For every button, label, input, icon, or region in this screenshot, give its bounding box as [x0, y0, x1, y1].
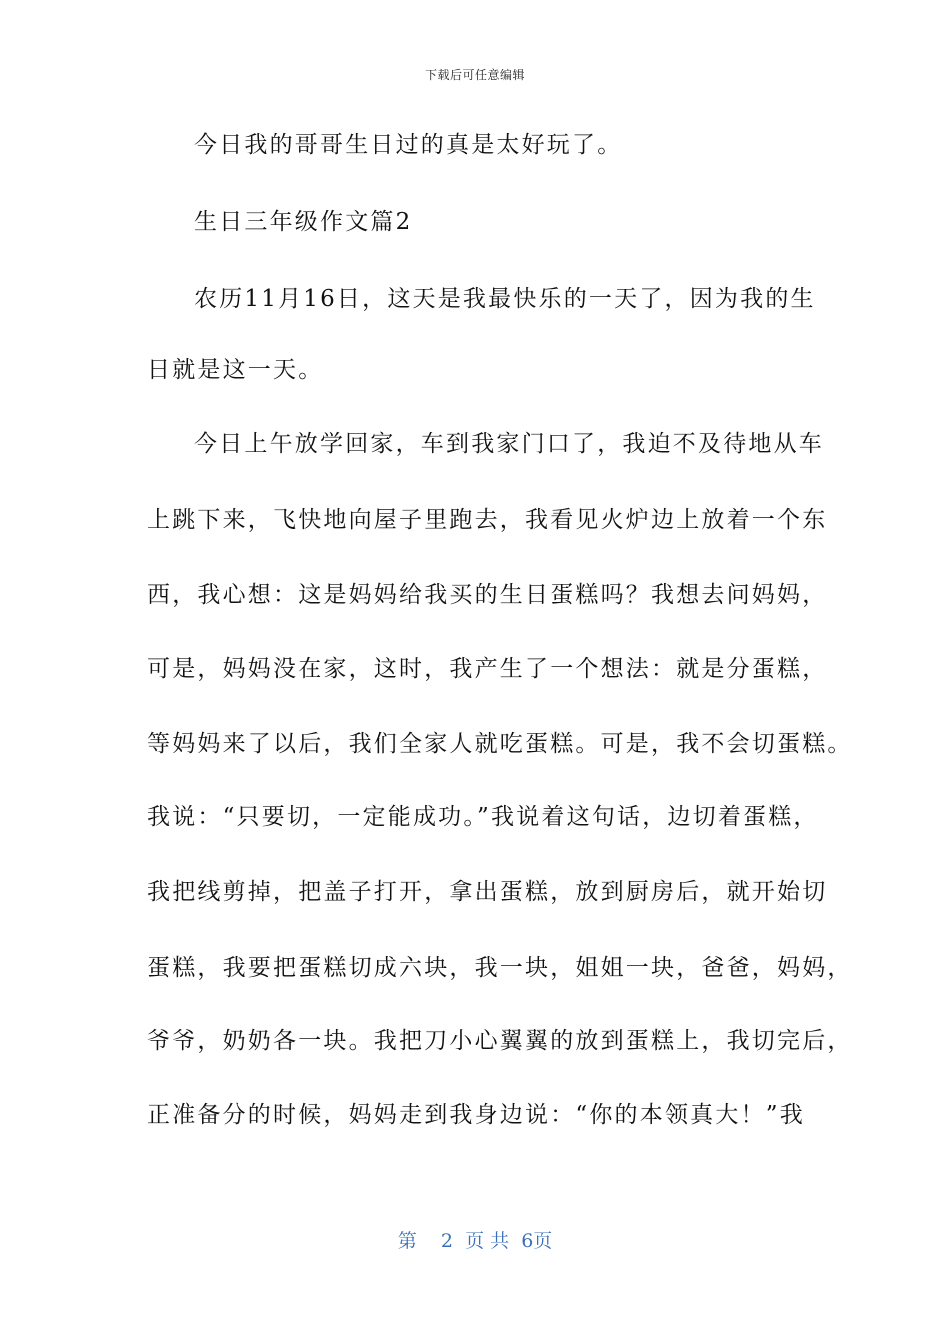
- footer-suffix: 页: [533, 1230, 553, 1252]
- paragraph-line: 西，我心想：这是妈妈给我买的生日蛋糕吗？我想去问妈妈，: [147, 582, 828, 608]
- current-page-number: 2: [440, 1230, 453, 1252]
- paragraph-line: 农历11月16日，这天是我最快乐的一天了，因为我的生: [194, 286, 816, 312]
- total-page-count: 6: [521, 1230, 534, 1252]
- page-number-footer: [0, 1226, 950, 1253]
- page-header: 下载后可任意编辑: [424, 68, 525, 82]
- paragraph-line: 上跳下来，飞快地向屋子里跑去，我看见火炉边上放着一个东: [147, 507, 828, 533]
- footer-middle: 页 共: [465, 1230, 510, 1252]
- paragraph-line: 今日上午放学回家，车到我家门口了，我迫不及待地从车: [194, 431, 824, 457]
- paragraph-line: 正准备分的时候，妈妈走到我身边说：“你的本领真大！”我: [147, 1102, 805, 1128]
- paragraph-line: 今日我的哥哥生日过的真是太好玩了。: [194, 132, 623, 158]
- paragraph-line: 我说：“只要切，一定能成功。”我说着这句话，边切着蛋糕，: [147, 804, 819, 830]
- paragraph-line: 爷爷，奶奶各一块。我把刀小心翼翼的放到蛋糕上，我切完后，: [147, 1028, 853, 1054]
- paragraph-line: 日就是这一天。: [147, 357, 324, 383]
- paragraph-line: 蛋糕，我要把蛋糕切成六块，我一块，姐姐一块，爸爸，妈妈，: [147, 955, 853, 981]
- section-heading: 生日三年级作文篇2: [194, 209, 413, 235]
- paragraph-line: 我把线剪掉，把盖子打开，拿出蛋糕，放到厨房后，就开始切: [147, 879, 828, 905]
- paragraph-line: 等妈妈来了以后，我们全家人就吃蛋糕。可是，我不会切蛋糕。: [147, 731, 853, 757]
- paragraph-line: 可是，妈妈没在家，这时，我产生了一个想法：就是分蛋糕，: [147, 656, 828, 682]
- footer-prefix: 第: [397, 1230, 417, 1252]
